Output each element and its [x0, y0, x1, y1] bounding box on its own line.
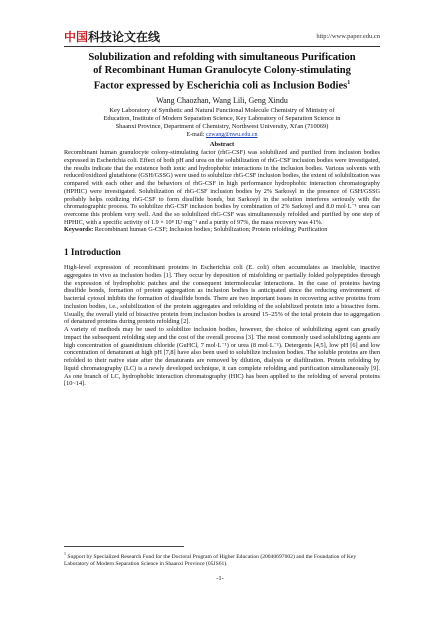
email-label: E-mail:	[186, 132, 205, 139]
abstract-heading: Abstract	[209, 141, 235, 149]
footnote-mark: 1	[64, 551, 66, 556]
intro-paragraph: A variety of methods may be used to solubilize inclusion bodies, however, the choice of solubilizing agent can greatly impact the subsequent refolding step and the cost of the overall process [3]. The most commonly used solubilizing agents are high concentration of guanidinium chloride (GuHCl, 7 mol·L⁻¹) or urea (8 mol·L⁻¹). Detergents [4,5], low pH [6] and low concentration of denaturant at high pH [7,8] have also been used to solubilize inclusion bodies. The soluble proteins are then refolded to their native state after the denaturants are removed by dilution, dialysis or diafiltration. Protein refolding by liquid chromatography (LC) is a newly developed technique, it can complete refolding and purification simultaneously [9]. As one branch of LC, hydrophobic interaction chromatography (HIC) has been applied to the refolding of several proteins [10~14].	[64, 326, 380, 388]
paper-title	[64, 52, 380, 93]
site-url[interactable]: http://www.paper.edu.cn	[316, 33, 380, 40]
email-link[interactable]: czwang@nwu.edu.cn	[205, 132, 258, 139]
affiliation-line: Education, Institute of Modern Separation Science, Key Laboratory of Separation Science in	[103, 115, 341, 123]
logo-text: 科技论文在线	[88, 30, 161, 44]
page-header	[0, 0, 440, 46]
site-logo[interactable]	[64, 30, 160, 44]
author-list: Wang Chaozhan, Wang Lili, Geng Xindu	[156, 96, 288, 106]
affiliation	[64, 107, 380, 131]
header-divider	[64, 46, 380, 47]
title-line: Factor expressed by Escherichia coli as Inclusion Bodies$^1$	[93, 80, 351, 92]
footnote	[64, 550, 380, 568]
affiliation-line: Shaanxi Province, Department of Chemistry, Northwest University, Xi'an (710069)	[115, 123, 329, 131]
intro-paragraph: High-level expression of recombinant proteins in Escherichia coli (E. coli) often accumulates as insoluble, inactive aggregates in vivo as inclusion bodies [1]. They occur by deposition of misfolding or partially folded polypeptides through the expression of hydrophobic patches and the consequent intermolecular interactions. In the case of proteins having disulfide bonds, formation of protein aggregation as inclusion bodies is anticipated since the reducing environment of bacterial cytosol inhibits the formation of disulfide bonds. There are two important issues in recovering active proteins from inclusion bodies, i.e., solubilization of the protein aggregates and refolding of the solubilized protein into a bioactive form. Usually, the overall yield of bioactive protein from inclusion bodies is around 15–25% of the total protein due to aggregation of denatured proteins during protein refolding [2].	[64, 264, 380, 326]
logo-highlight: 中国	[64, 30, 89, 44]
keywords-line	[64, 226, 380, 234]
footnote-text: Support by Specialized Research Fund for the Doctoral Program of Higher Education (20040697002) and the Foundation of Key Laboratory of Modern Separation Science in Shaanxi Province (05JS61).	[64, 553, 357, 567]
title-line: Solubilization and refolding with simultaneous Purification	[88, 52, 356, 63]
title-line: of Recombinant Human Granulocyte Colony-stimulating	[93, 64, 351, 76]
footnote-divider	[64, 546, 184, 547]
page-number: -1-	[216, 575, 224, 582]
keywords-text: Recombinant human G-CSF; Inclusion bodies; Solubilization; Protein refolding; Purification	[94, 226, 328, 234]
title-footnote-mark[interactable]: 1	[347, 80, 351, 87]
affiliation-line: Key Laboratory of Synthetic and Natural Functional Molecule Chemistry of Ministry of	[109, 107, 335, 115]
section-heading: 1 Introduction	[64, 247, 121, 258]
email-line	[64, 131, 380, 139]
keywords-label: Keywords:	[64, 226, 94, 234]
paper-body	[64, 52, 380, 388]
abstract-text: Recombinant human granulocyte colony-stimulating factor (rhG-CSF) was solubilized and purified from inclusion bodies expressed in Escherichia coli. Effect of both pH and urea on the solubilization of rhG-CSF inclusion bodies were investigated, the results indicate that the existence both ionic and hydrophobic interactions in the inclusion bodies. Various solvents with reduced/oxidized glutathione (GSH/GSSG) were used to solubilize rhG-CSF inclusion bodies, the extent of solubilization was compared with each other and the behaviors of rhG-CSF in high performance hydrophobic interaction chromatography (HPHIC) were investigated. Solubilization of rhG-CSF inclusion bodies by 2% Sarkosyl in the presence of GSH/GSSG probably helps oxidizing rhG-CSF to form disulfide bonds, but Sarkosyl in the solution interferes seriously with the chromatographic process. To solubilize rhG-CSF inclusion bodies by combination of 2% Sarkosyl and 8.0 mol·L⁻¹ urea can overcome this problem very well. And the so solubilized rhG-CSF was simultaneously refolded and purified by one step of HPHIC, with a specific activity of 1.9 × 10⁸ IU·mg⁻¹ and a purity of 97%, the mass recovery was 41%.	[64, 149, 380, 226]
